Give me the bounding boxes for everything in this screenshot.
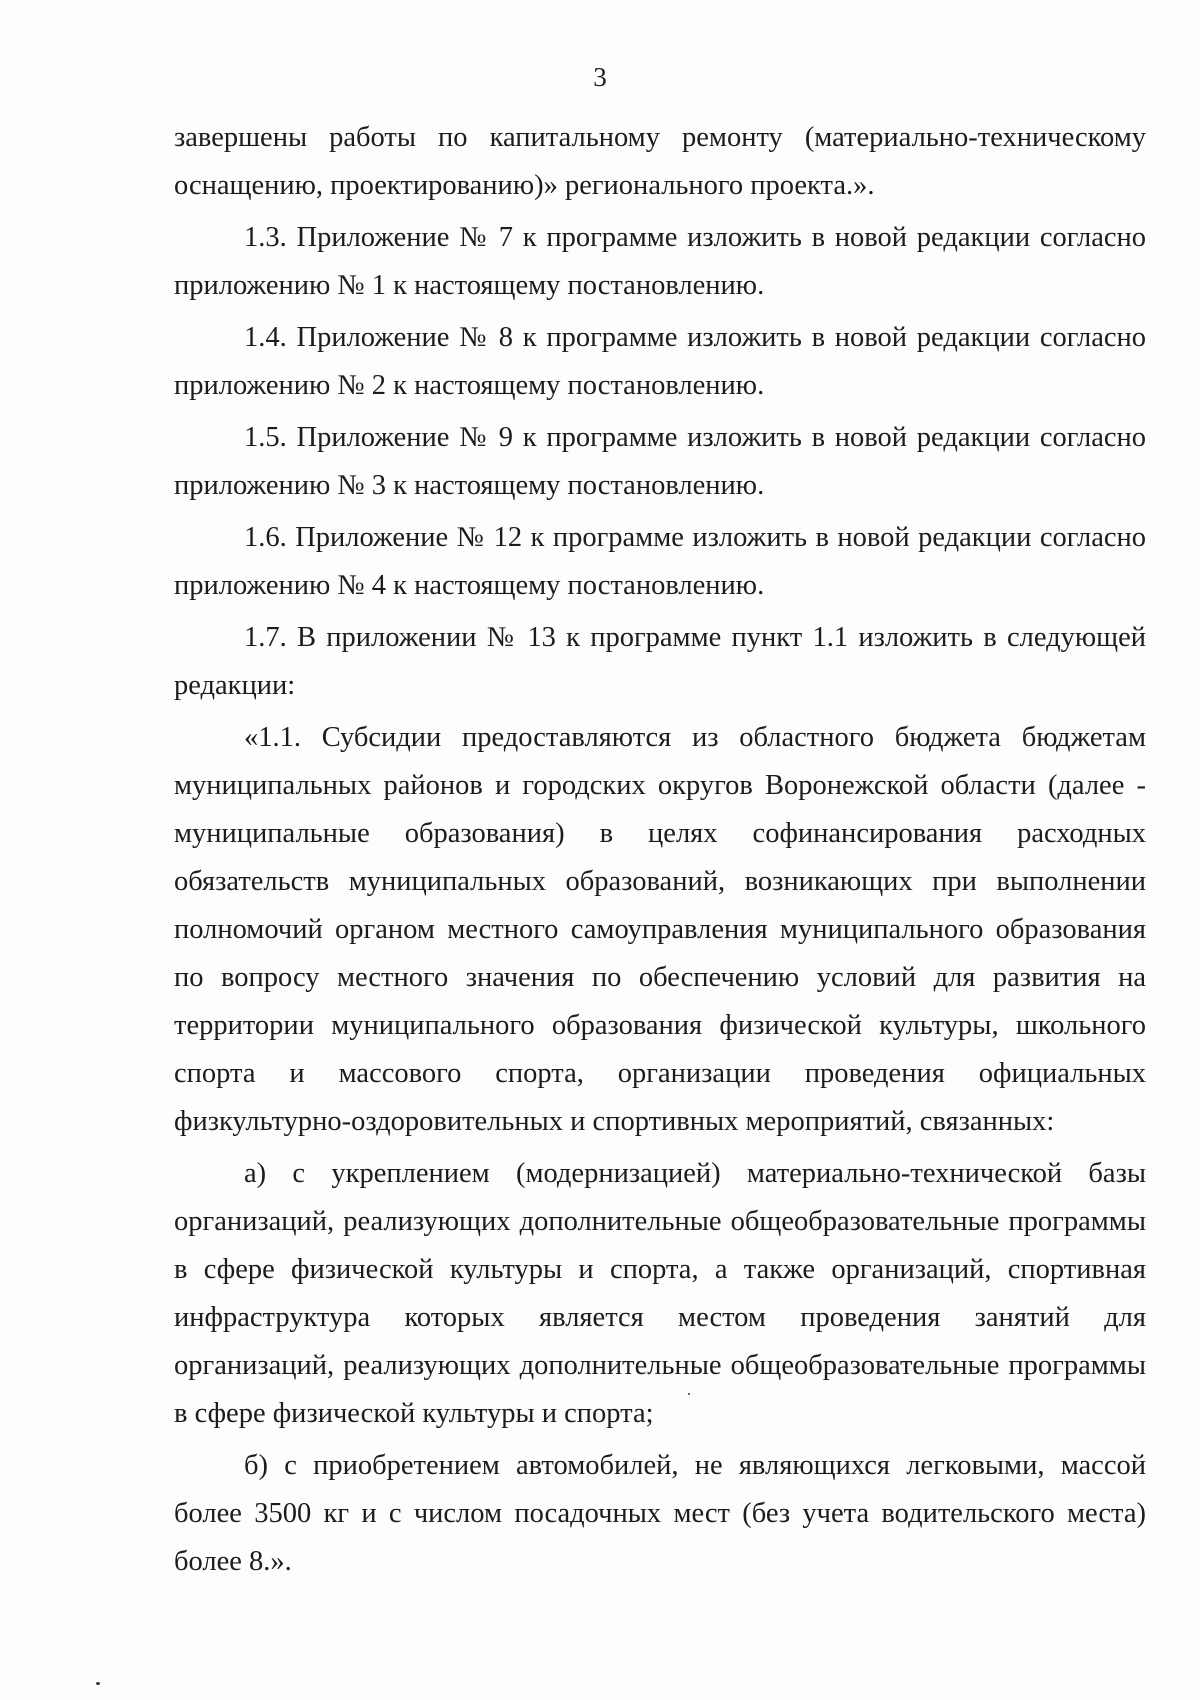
paragraph-item-a: а) с укреплением (модернизацией) материально-технической базы организаций, реализующих дополнительные общеобразовательные программы в сфере физической культуры и спорта, а также организаций, спортивная инфраструктура которых является местом проведения занятий для организаций, реализующих дополнительные общеобразовательные программы в сфере физической культуры и спорта;	[174, 1158, 1146, 1429]
scan-speck	[96, 1682, 100, 1685]
paragraph-quote-1-1: «1.1. Субсидии предоставляются из областного бюджета бюджетам муниципальных районов и городских округов Воронежской области (далее - муниципальные образования) в целях софинансирования расходных обязательств муниципальных образований, возникающих при выполнении полномочий органом местного самоуправления муниципального образования по вопросу местного значения по обеспечению условий для развития на территории муниципального образования физической культуры, школьного спорта и массового спорта, организации проведения официальных физкультурно-оздоровительных и спортивных мероприятий, связанных:	[174, 722, 1146, 1137]
paragraph-item-b: б) с приобретением автомобилей, не являющихся легковыми, массой более 3500 кг и с числом посадочных мест (без учета водительского места) более 8.».	[174, 1450, 1146, 1577]
paragraph-1-3: 1.3. Приложение № 7 к программе изложить в новой редакции согласно приложению № 1 к настоящему постановлению.	[174, 222, 1146, 301]
document-body	[174, 114, 1146, 1586]
paragraph-1-7: 1.7. В приложении № 13 к программе пункт 1.1 изложить в следующей редакции:	[174, 622, 1146, 701]
paragraph-1-4: 1.4. Приложение № 8 к программе изложить в новой редакции согласно приложению № 2 к настоящему постановлению.	[174, 322, 1146, 401]
paragraph-1-6: 1.6. Приложение № 12 к программе изложить в новой редакции согласно приложению № 4 к настоящему постановлению.	[174, 522, 1146, 601]
scan-speck	[688, 1393, 690, 1395]
paragraph-1-5: 1.5. Приложение № 9 к программе изложить в новой редакции согласно приложению № 3 к настоящему постановлению.	[174, 422, 1146, 501]
paragraph-continuation: завершены работы по капитальному ремонту (материально-техническому оснащению, проектированию)» регионального проекта.».	[174, 122, 1146, 201]
page-number: 3	[593, 62, 607, 92]
